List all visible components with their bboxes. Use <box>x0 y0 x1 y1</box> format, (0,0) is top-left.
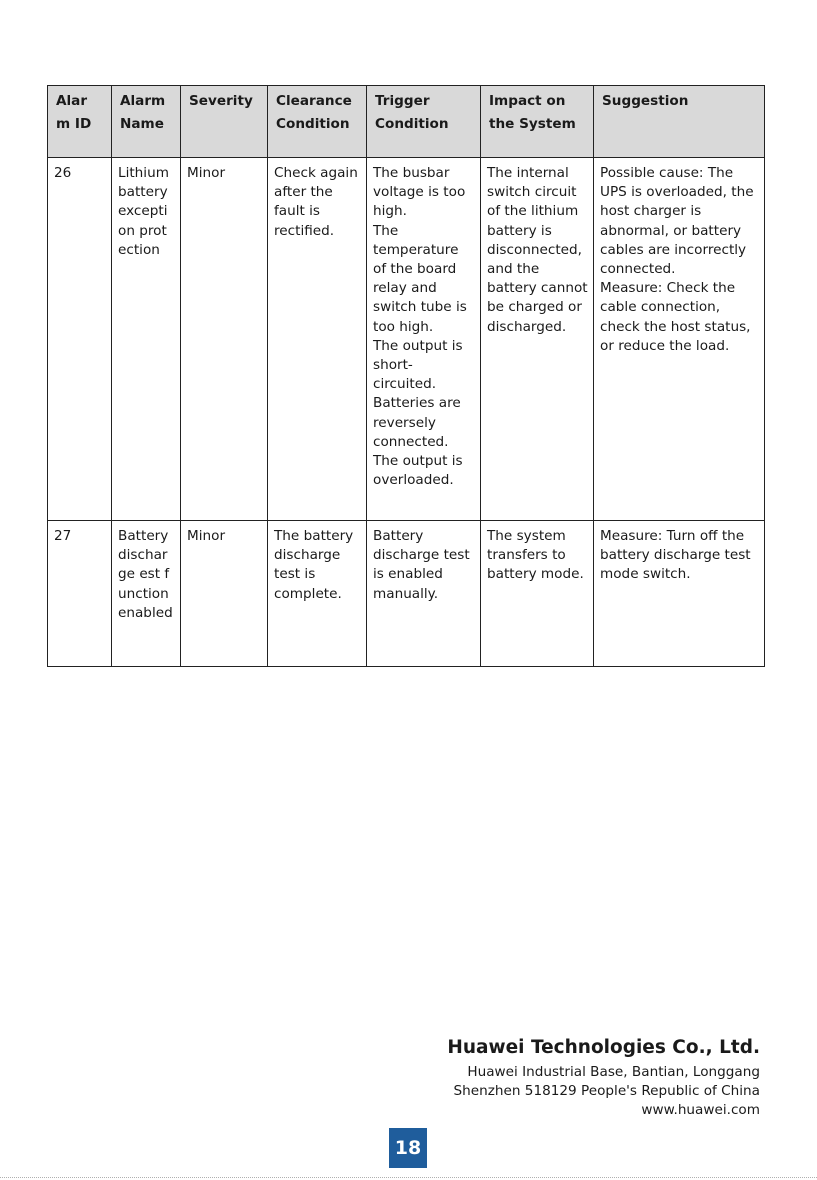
cell-impact-on-system: The system transfers to battery mode. <box>481 521 594 667</box>
cell-alarm-name: Lithium battery exception protection <box>112 158 181 521</box>
trigger-line: The busbar voltage is too high. <box>373 165 466 220</box>
cell-severity: Minor <box>181 158 268 521</box>
header-suggestion: Suggestion <box>594 86 765 158</box>
company-name: Huawei Technologies Co., Ltd. <box>447 1037 760 1058</box>
cell-clearance-condition: The battery discharge test is complete. <box>268 521 367 667</box>
trigger-line: The temperature of the board relay and switch tube is too high. <box>373 222 467 335</box>
header-clearance-condition: Clearance Condition <box>268 86 367 158</box>
cell-suggestion <box>594 158 765 521</box>
header-impact-on-system: Impact on the System <box>481 86 594 158</box>
header-trigger-condition: Trigger Condition <box>367 86 481 158</box>
page-number-badge: 18 <box>389 1128 427 1168</box>
suggestion-line: Possible cause: The UPS is overloaded, the host charger is abnormal, or battery cables are incorrectly connected. <box>600 165 754 278</box>
alarm-table <box>47 85 765 667</box>
table-row <box>48 521 765 667</box>
trigger-line: Batteries are reversely connected. <box>373 395 461 450</box>
cell-impact-on-system: The internal switch circuit of the lithium battery is disconnected, and the battery cannot be charged or discharged. <box>481 158 594 521</box>
cell-severity: Minor <box>181 521 268 667</box>
cell-alarm-id: 26 <box>48 158 112 521</box>
table-row <box>48 158 765 521</box>
cell-alarm-id: 27 <box>48 521 112 667</box>
header-severity: Severity <box>181 86 268 158</box>
trigger-line: The output is short-circuited. <box>373 337 463 393</box>
trigger-line: The output is overloaded. <box>373 453 463 489</box>
bottom-divider <box>0 1177 817 1178</box>
header-alarm-id: Alar m ID <box>48 86 112 158</box>
suggestion-line: Measure: Turn off the battery discharge test mode switch. <box>600 528 751 583</box>
company-footer <box>447 1035 760 1120</box>
table-header-row <box>48 86 765 158</box>
company-website: www.huawei.com <box>641 1102 760 1118</box>
trigger-line: Battery discharge test is enabled manually. <box>373 528 470 602</box>
header-alarm-name: Alarm Name <box>112 86 181 158</box>
company-address-line2: Shenzhen 518129 People's Republic of China <box>453 1083 760 1099</box>
cell-alarm-name: Battery discharge est function enabled <box>112 521 181 667</box>
company-address-line1: Huawei Industrial Base, Bantian, Longgang <box>467 1064 760 1080</box>
suggestion-line: Measure: Check the cable connection, check the host status, or reduce the load. <box>600 280 751 354</box>
cell-suggestion <box>594 521 765 667</box>
cell-clearance-condition: Check again after the fault is rectified. <box>268 158 367 521</box>
cell-trigger-condition <box>367 521 481 667</box>
cell-trigger-condition <box>367 158 481 521</box>
